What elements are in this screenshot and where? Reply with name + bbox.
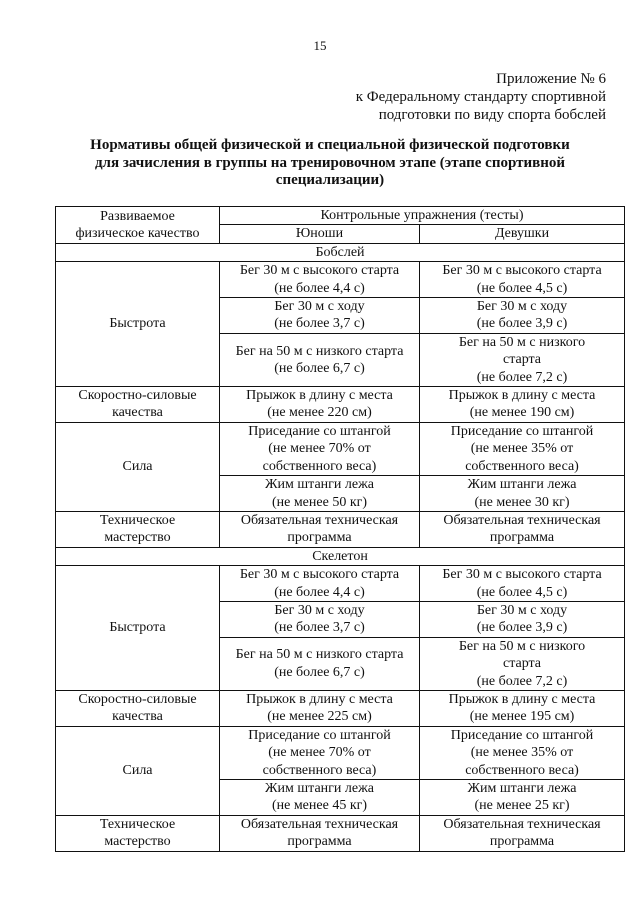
girls-norm-cell	[420, 637, 625, 690]
boys-norm-cell	[220, 476, 420, 512]
table-row	[56, 690, 625, 726]
sport-name-cell: Бобслей	[56, 243, 625, 261]
girls-norm-cell	[420, 780, 625, 816]
norm-line: собственного веса)	[465, 762, 579, 778]
standards-table	[55, 206, 625, 852]
norm-line: Бег 30 м с высокого старта	[442, 263, 602, 279]
girls-norm-cell	[420, 511, 625, 547]
norm-line: Бег 30 м с высокого старта	[239, 567, 400, 583]
boys-norm-cell	[220, 601, 420, 637]
norm-line: (не более 4,5 с)	[476, 280, 568, 296]
norm-line: (не менее 35% от	[470, 441, 574, 457]
header-quality-line: физическое качество	[75, 225, 200, 241]
girls-norm-cell	[420, 422, 625, 475]
title-line: Нормативы общей физической и специальной физической подготовки	[90, 137, 570, 153]
norm-line: Обязательная техническая	[240, 816, 399, 832]
quality-cell	[56, 422, 220, 511]
title-line: специализации)	[275, 172, 385, 188]
quality-line: мастерство	[104, 530, 171, 546]
norm-line: старта	[502, 352, 542, 368]
quality-line: Быстрота	[109, 620, 166, 636]
norm-line: (не менее 30 кг)	[474, 494, 570, 510]
appendix-line: подготовки по виду спорта бобслей	[378, 107, 606, 123]
norm-line: (не более 6,7 с)	[274, 664, 365, 680]
boys-norm-cell	[220, 333, 420, 386]
appendix-note	[276, 70, 606, 124]
girls-norm-cell	[420, 690, 625, 726]
norm-line: программа	[287, 834, 352, 850]
norm-line: Бег 30 м с высокого старта	[239, 263, 400, 279]
norm-line: (не менее 45 кг)	[271, 798, 368, 814]
quality-line: Техническое	[99, 512, 176, 528]
norm-line: (не менее 70% от	[268, 441, 371, 457]
boys-norm-cell	[220, 511, 420, 547]
sport-name-cell: Скелетон	[56, 547, 625, 565]
boys-norm-cell	[220, 566, 420, 602]
boys-norm-cell	[220, 387, 420, 423]
norm-line: Прыжок в длину с места	[246, 388, 393, 404]
quality-cell	[56, 726, 220, 815]
norm-line: (не менее 35% от	[470, 745, 574, 761]
quality-line: качества	[112, 709, 163, 725]
norm-line: Жим штанги лежа	[467, 477, 577, 493]
norm-line: (не более 7,2 с)	[476, 673, 568, 689]
quality-cell	[56, 566, 220, 691]
girls-norm-cell	[420, 333, 625, 386]
norm-line: (не более 4,5 с)	[476, 584, 568, 600]
quality-line: качества	[112, 405, 163, 421]
girls-norm-cell	[420, 566, 625, 602]
quality-line: Техническое	[99, 816, 176, 832]
norm-line: Прыжок в длину с места	[448, 691, 596, 707]
norm-line: (не более 3,7 с)	[274, 620, 365, 636]
quality-cell	[56, 690, 220, 726]
norm-line: Приседание со штангой	[248, 727, 391, 743]
boys-norm-cell	[220, 262, 420, 298]
norm-line: Приседание со штангой	[450, 727, 594, 743]
norm-line: (не более 4,4 с)	[274, 584, 365, 600]
norm-line: Жим штанги лежа	[265, 781, 374, 796]
header-girls-cell: Девушки	[420, 225, 625, 243]
norm-line: старта	[502, 656, 542, 672]
table-row	[56, 262, 625, 298]
norm-line: (не более 3,9 с)	[476, 620, 568, 636]
norm-line: программа	[489, 834, 555, 850]
norm-line: программа	[287, 530, 352, 546]
norm-line: Бег 30 м с ходу	[274, 602, 365, 618]
norm-line: (не более 3,7 с)	[274, 316, 365, 332]
girls-norm-cell	[420, 298, 625, 334]
header-quality-cell	[56, 207, 220, 244]
quality-line: Скоростно-силовые	[78, 691, 197, 707]
norm-line: (не менее 220 см)	[267, 405, 372, 421]
norm-line: Жим штанги лежа	[467, 781, 577, 796]
norm-line: Прыжок в длину с места	[448, 388, 596, 404]
boys-norm-cell	[220, 815, 420, 851]
page-number: 15	[313, 38, 327, 53]
norm-line: Бег на 50 м с низкого старта	[235, 343, 404, 359]
norm-line: (не более 6,7 с)	[274, 360, 365, 376]
table-row	[56, 511, 625, 547]
quality-line: Сила	[122, 459, 153, 475]
norm-line: Прыжок в длину с места	[246, 691, 393, 707]
norm-line: Приседание со штангой	[450, 423, 594, 439]
norm-line: (не менее 50 кг)	[271, 494, 368, 510]
standards-table-body	[56, 207, 625, 852]
norm-line: (не более 3,9 с)	[476, 316, 568, 332]
norm-line: (не менее 70% от	[268, 745, 371, 761]
norm-line: (не менее 195 см)	[469, 709, 575, 725]
norm-line: Бег 30 м с ходу	[476, 602, 568, 618]
quality-cell	[56, 262, 220, 387]
table-row	[56, 422, 625, 475]
quality-line: Быстрота	[109, 316, 166, 332]
norm-line: Бег на 50 м с низкого	[458, 334, 586, 350]
table-header-row	[56, 207, 625, 225]
header-tests-cell: Контрольные упражнения (тесты)	[220, 207, 625, 225]
norm-line: программа	[489, 530, 555, 546]
table-row	[56, 566, 625, 602]
quality-cell	[56, 815, 220, 851]
norm-line: Бег 30 м с высокого старта	[442, 567, 602, 583]
appendix-line: Приложение № 6	[496, 71, 606, 87]
norm-line: собственного веса)	[262, 762, 377, 778]
boys-norm-cell	[220, 780, 420, 816]
title-line: для зачисления в группы на тренировочном этапе (этапе спортивной	[94, 154, 566, 171]
boys-norm-cell	[220, 726, 420, 779]
girls-norm-cell	[420, 815, 625, 851]
header-quality-line: Развиваемое	[100, 208, 175, 224]
quality-line: Скоростно-силовые	[78, 388, 197, 404]
quality-line: Сила	[122, 763, 153, 779]
norm-line: Бег на 50 м с низкого старта	[235, 647, 404, 663]
quality-cell	[56, 387, 220, 423]
norm-line: Жим штанги лежа	[265, 477, 374, 493]
norm-line: Бег 30 м с ходу	[476, 299, 568, 315]
appendix-line: к Федеральному стандарту спортивной	[355, 89, 606, 105]
quality-line: мастерство	[104, 834, 171, 850]
norm-line: Обязательная техническая	[443, 816, 601, 832]
quality-cell	[56, 511, 220, 547]
sport-row	[56, 547, 625, 565]
norm-line: (не менее 190 см)	[469, 405, 575, 421]
norm-line: (не менее 225 см)	[267, 709, 372, 725]
girls-norm-cell	[420, 387, 625, 423]
norm-line: Приседание со штангой	[248, 423, 391, 439]
table-row	[56, 387, 625, 423]
norm-line: Обязательная техническая	[443, 512, 601, 528]
girls-norm-cell	[420, 262, 625, 298]
table-row	[56, 815, 625, 851]
boys-norm-cell	[220, 422, 420, 475]
norm-line: (не более 7,2 с)	[476, 369, 568, 385]
document-title	[40, 137, 620, 190]
norm-line: (не менее 25 кг)	[474, 798, 570, 814]
sport-row	[56, 243, 625, 261]
boys-norm-cell	[220, 637, 420, 690]
girls-norm-cell	[420, 476, 625, 512]
boys-norm-cell	[220, 298, 420, 334]
girls-norm-cell	[420, 601, 625, 637]
girls-norm-cell	[420, 726, 625, 779]
norm-line: собственного веса)	[262, 458, 377, 474]
norm-line: Бег на 50 м с низкого	[458, 638, 586, 654]
norm-line: Бег 30 м с ходу	[274, 299, 365, 315]
boys-norm-cell	[220, 690, 420, 726]
norm-line: (не более 4,4 с)	[274, 280, 365, 296]
table-row	[56, 726, 625, 779]
header-boys-cell: Юноши	[220, 225, 420, 243]
norm-line: Обязательная техническая	[240, 512, 399, 528]
norm-line: собственного веса)	[465, 458, 579, 474]
